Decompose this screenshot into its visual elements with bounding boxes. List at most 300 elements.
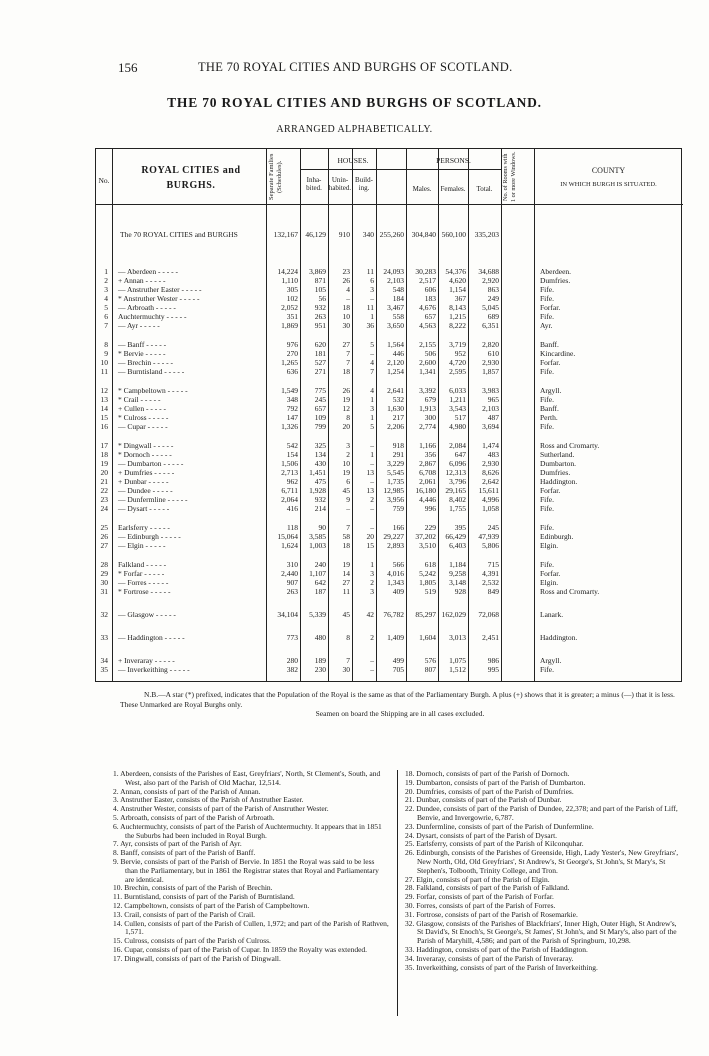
cell-families: 147 — [286, 413, 298, 422]
burgh-name: + Inveraray - - - - - — [118, 656, 175, 665]
cell-m: 166 — [392, 523, 404, 532]
burgh-name: * Forfar - - - - - — [118, 569, 165, 578]
cell-inh: 932 — [314, 303, 326, 312]
cell-m: 3,956 — [387, 495, 404, 504]
cell-f: 2,155 — [419, 340, 436, 349]
cell-m: 1,630 — [387, 404, 404, 413]
cell-families: 773 — [286, 633, 298, 642]
cell-t: 3,148 — [449, 578, 466, 587]
cell-bld: – — [370, 459, 374, 468]
header-persons: PERSONS. — [436, 156, 471, 165]
cell-f: 606 — [424, 285, 436, 294]
parish-note: 3. Anstruther Easter, consists of the Parish of Anstruther Easter. — [113, 795, 304, 805]
cell-m: 4,016 — [387, 569, 404, 578]
total-total: 560,100 — [441, 230, 466, 239]
cell-bld: – — [370, 523, 374, 532]
burgh-name: — Brechin - - - - - — [118, 358, 173, 367]
cell-inh: 951 — [314, 321, 326, 330]
burgh-name: — Banff - - - - - — [118, 340, 167, 349]
cell-bld: 7 — [370, 367, 374, 376]
cell-families: 1,110 — [281, 276, 298, 285]
county-name: Fife. — [540, 395, 554, 404]
cell-f: 2,774 — [419, 422, 436, 431]
cell-t: 8,143 — [449, 303, 466, 312]
cell-inh: 1,107 — [309, 569, 326, 578]
cell-t: 367 — [454, 294, 466, 303]
cell-rooms: 995 — [487, 665, 499, 674]
cell-f: 807 — [424, 665, 436, 674]
cell-inh: 3,585 — [309, 532, 326, 541]
row-number: 14 — [100, 404, 108, 413]
cell-t: 952 — [454, 349, 466, 358]
burgh-name: — Ayr - - - - - — [118, 321, 160, 330]
parish-note: 33. Haddington, consists of part of the Parish of Haddington. — [405, 944, 588, 954]
cell-m: 499 — [392, 656, 404, 665]
cell-m: 1,343 — [387, 578, 404, 587]
cell-m: 184 — [392, 294, 404, 303]
cell-rooms: 2,451 — [482, 633, 499, 642]
cell-bld: 3 — [370, 569, 374, 578]
cell-m: 1,254 — [387, 367, 404, 376]
cell-f: 16,180 — [415, 486, 436, 495]
header-houses: HOUSES. — [337, 156, 369, 165]
county-name: Fife. — [540, 367, 554, 376]
cell-families: 1,549 — [281, 386, 298, 395]
cell-f: 1,913 — [419, 404, 436, 413]
total-inhabited: 46,129 — [305, 230, 326, 239]
parish-note: 4. Anstruther Wester, consists of part of the Parish of Anstruther Wester. — [113, 804, 329, 814]
cell-f: 657 — [424, 312, 436, 321]
cell-unin: 11 — [342, 587, 350, 596]
cell-t: 66,429 — [445, 532, 466, 541]
row-number: 3 — [104, 285, 108, 294]
county-name: Dumbarton. — [540, 459, 577, 468]
cell-t: 647 — [454, 450, 466, 459]
burgh-name: * Crail - - - - - — [118, 395, 161, 404]
header-no: No. — [98, 176, 110, 185]
parish-note: 20. Dumfries, consists of part of the Parish of Dumfries. — [405, 786, 574, 796]
cell-rooms: 34,688 — [478, 267, 499, 276]
cell-t: 3,796 — [449, 477, 466, 486]
cell-unin: 19 — [342, 395, 350, 404]
row-number: 29 — [100, 569, 108, 578]
cell-inh: 932 — [314, 495, 326, 504]
cell-bld: 4 — [370, 358, 374, 367]
cell-inh: 871 — [314, 276, 326, 285]
burgh-name: — Aberdeen - - - - - — [118, 267, 178, 276]
cell-inh: 430 — [314, 459, 326, 468]
cell-f: 4,446 — [419, 495, 436, 504]
cell-families: 976 — [286, 340, 298, 349]
cell-m: 2,206 — [387, 422, 404, 431]
cell-unin: 4 — [346, 285, 350, 294]
total-building: 340 — [362, 230, 374, 239]
cell-families: 2,440 — [281, 569, 298, 578]
cell-inh: 475 — [314, 477, 326, 486]
cell-f: 2,061 — [419, 477, 436, 486]
burgh-name: — Dumbarton - - - - - — [118, 459, 184, 468]
county-name: Sutherland. — [540, 450, 575, 459]
row-number: 13 — [100, 395, 108, 404]
cell-t: 1,154 — [449, 285, 466, 294]
cell-unin: 23 — [342, 267, 350, 276]
parish-note: 28. Falkland, consists of part of the Parish of Falkland. — [405, 883, 570, 893]
cell-f: 2,867 — [419, 459, 436, 468]
cell-m: 5,545 — [387, 468, 404, 477]
row-number: 19 — [100, 459, 108, 468]
cell-families: 2,064 — [281, 495, 298, 504]
cell-inh: 1,451 — [309, 468, 326, 477]
row-number: 16 — [100, 422, 108, 431]
cell-unin: 26 — [342, 386, 350, 395]
parish-note: 31. Fortrose, consists of part of the Parish of Rosemarkie. — [405, 909, 578, 919]
county-name: Forfar. — [540, 303, 561, 312]
county-name: Ayr. — [540, 321, 553, 330]
header-females: Females. — [440, 185, 466, 193]
cell-bld: 5 — [370, 340, 374, 349]
cell-t: 4,720 — [449, 358, 466, 367]
cell-bld: 3 — [370, 587, 374, 596]
burgh-name: * Anstruther Wester - - - - - — [118, 294, 200, 303]
cell-rooms: 715 — [487, 560, 499, 569]
cell-t: 6,403 — [449, 541, 466, 550]
notes-right-column — [405, 770, 682, 972]
parish-note: 22. Dundee, consists of part of the Parish of Dundee, 22,378; and part of the Parish of Liff, Benvie, and Invergowrie, 6,787. — [405, 804, 678, 822]
burgh-name: * Dornoch - - - - - — [118, 450, 172, 459]
cell-t: 9,258 — [449, 569, 466, 578]
cell-families: 1,265 — [281, 358, 298, 367]
cell-t: 1,755 — [449, 504, 466, 513]
cell-bld: 2 — [370, 578, 374, 587]
cell-rooms: 2,103 — [482, 404, 499, 413]
cell-t: 6,033 — [449, 386, 466, 395]
cell-bld: 11 — [366, 267, 374, 276]
cell-t: 3,719 — [449, 340, 466, 349]
cell-inh: 245 — [314, 395, 326, 404]
cell-families: 351 — [286, 312, 298, 321]
cell-t: 8,402 — [449, 495, 466, 504]
county-name: Fife. — [540, 312, 554, 321]
cell-unin: 26 — [342, 276, 350, 285]
cell-inh: 263 — [314, 312, 326, 321]
county-name: Edinburgh. — [540, 532, 574, 541]
cell-bld: 2 — [370, 495, 374, 504]
county-name: Fife. — [540, 523, 554, 532]
cell-m: 3,467 — [387, 303, 404, 312]
cell-bld: 36 — [366, 321, 374, 330]
row-number: 22 — [100, 486, 108, 495]
cell-families: 118 — [287, 523, 298, 532]
cell-inh: 620 — [314, 340, 326, 349]
county-name: Fife. — [540, 422, 554, 431]
cell-inh: 187 — [314, 587, 326, 596]
row-number: 30 — [100, 578, 108, 587]
total-males: 255,260 — [379, 230, 404, 239]
cell-m: 558 — [392, 312, 404, 321]
cell-bld: 11 — [366, 303, 374, 312]
row-number: 9 — [104, 349, 108, 358]
cell-unin: 8 — [346, 413, 350, 422]
cell-t: 4,620 — [449, 276, 466, 285]
county-name: Haddington. — [540, 477, 578, 486]
cell-families: 305 — [286, 285, 298, 294]
cell-inh: 271 — [314, 367, 326, 376]
header-county-line2: IN WHICH BURGH IS SITUATED. — [560, 181, 657, 188]
row-number: 6 — [104, 312, 108, 321]
burgh-name: — Glasgow - - - - - — [118, 610, 176, 619]
parish-note: 6. Auchtermuchty, consists of part of the Parish of Auchtermuchty. It appears that in 1851 the Suburbs had been included in Royal Burgh. — [113, 821, 382, 840]
cell-unin: 58 — [342, 532, 350, 541]
county-name: Elgin. — [540, 541, 559, 550]
cell-bld: – — [370, 294, 374, 303]
cell-inh: 109 — [314, 413, 326, 422]
row-number: 24 — [100, 504, 108, 513]
cell-m: 2,641 — [387, 386, 404, 395]
cell-inh: 56 — [318, 294, 326, 303]
cell-f: 4,563 — [419, 321, 436, 330]
cell-rooms: 849 — [487, 587, 499, 596]
burgh-name: — Dysart - - - - - — [118, 504, 170, 513]
parish-note: 12. Campbeltown, consists of part of the Parish of Campbeltown. — [113, 900, 310, 910]
cell-inh: 642 — [314, 578, 326, 587]
cell-m: 29,227 — [383, 532, 404, 541]
cell-f: 5,242 — [419, 569, 436, 578]
cell-t: 2,084 — [449, 441, 466, 450]
cell-inh: 1,003 — [309, 541, 326, 550]
cell-unin: 45 — [342, 486, 350, 495]
header-building: Build-ing. — [355, 176, 373, 192]
cell-inh: 230 — [314, 665, 326, 674]
parish-note: 2. Annan, consists of part of the Parish of Annan. — [113, 786, 261, 796]
county-name: Haddington. — [540, 633, 578, 642]
running-head: THE 70 ROYAL CITIES AND BURGHS OF SCOTLAND. — [198, 60, 513, 74]
header-name-line2: BURGHS. — [166, 180, 216, 191]
county-name: Fife. — [540, 504, 554, 513]
county-name: Banff. — [540, 404, 559, 413]
cell-rooms: 2,920 — [482, 276, 499, 285]
burgh-name: — Forres - - - - - — [118, 578, 169, 587]
cell-rooms: 483 — [487, 450, 499, 459]
cell-bld: 42 — [366, 610, 374, 619]
county-name: Banff. — [540, 340, 559, 349]
burgh-name: + Dunbar - - - - - — [118, 477, 169, 486]
cell-unin: 18 — [342, 303, 350, 312]
cell-bld: 4 — [370, 386, 374, 395]
cell-f: 506 — [424, 349, 436, 358]
cell-unin: – — [346, 294, 350, 303]
page-title: THE 70 ROYAL CITIES AND BURGHS OF SCOTLAND. — [167, 95, 542, 110]
cell-t: 8,222 — [449, 321, 466, 330]
cell-inh: 105 — [314, 285, 326, 294]
cell-inh: 799 — [314, 422, 326, 431]
burgh-name: — Inverkeithing - - - - - — [118, 665, 190, 674]
parish-note: 25. Earlsferry, consists of part of the Parish of Kilconquhar. — [405, 839, 584, 849]
parish-note: 35. Inverkeithing, consists of part of the Parish of Inverkeithing. — [405, 962, 598, 972]
cell-families: 280 — [286, 656, 298, 665]
cell-m: 291 — [392, 450, 404, 459]
burgh-name: — Elgin - - - - - — [118, 541, 166, 550]
row-number: 5 — [104, 303, 108, 312]
total-rooms: 335,203 — [474, 230, 499, 239]
burgh-parish-notes — [113, 770, 682, 1056]
total-families: 132,167 — [273, 230, 298, 239]
burgh-name: Falkland - - - - - — [118, 560, 167, 569]
cell-m: 409 — [392, 587, 404, 596]
cell-unin: 14 — [342, 569, 350, 578]
cell-t: 12,313 — [445, 468, 466, 477]
cell-f: 1,341 — [419, 367, 436, 376]
cell-rooms: 965 — [487, 395, 499, 404]
notes-left-column — [113, 770, 389, 964]
cell-inh: 189 — [314, 656, 326, 665]
cell-families: 270 — [286, 349, 298, 358]
parish-note: 9. Bervie, consists of part of the Parish of Bervie. In 1851 the Royal was said to be less than the Parliamentary, but in 1861 the Registrar states that Royal and Parliamentary are identical. — [113, 856, 379, 884]
cell-rooms: 5,045 — [482, 303, 499, 312]
cell-f: 996 — [424, 504, 436, 513]
county-name: Elgin. — [540, 578, 559, 587]
cell-families: 15,064 — [277, 532, 298, 541]
cell-families: 542 — [286, 441, 298, 450]
cell-t: 162,029 — [441, 610, 466, 619]
cell-f: 618 — [424, 560, 436, 569]
parish-note: 32. Glasgow, consists of the Parishes of Blackfriars', Inner High, Outer High, St Andrew's, St David's, St Enoch's, St George's, St James', St John's, and St Mary's, also part of the Parish of Maryhill, 4,586; and part of the Parish of Springburn, 10,298. — [405, 918, 677, 946]
burgh-name: * Campbeltown - - - - - — [118, 386, 188, 395]
cell-families: 1,869 — [281, 321, 298, 330]
cell-bld: 1 — [370, 312, 374, 321]
parish-note: 17. Dingwall, consists of part of the Parish of Dingwall. — [113, 953, 281, 963]
cell-rooms: 689 — [487, 312, 499, 321]
cell-families: 348 — [286, 395, 298, 404]
cell-t: 54,376 — [445, 267, 466, 276]
row-number: 17 — [100, 441, 108, 450]
cell-f: 519 — [424, 587, 436, 596]
cell-inh: 527 — [314, 358, 326, 367]
cell-rooms: 2,930 — [482, 459, 499, 468]
county-name: Fife. — [540, 294, 554, 303]
cell-unin: 20 — [342, 422, 350, 431]
cell-m: 2,893 — [387, 541, 404, 550]
cell-unin: 3 — [346, 441, 350, 450]
cell-t: 4,980 — [449, 422, 466, 431]
cell-families: 310 — [286, 560, 298, 569]
cell-rooms: 1,474 — [482, 441, 499, 450]
row-number: 32 — [100, 610, 108, 619]
cell-m: 2,120 — [387, 358, 404, 367]
cell-bld: – — [370, 349, 374, 358]
cell-inh: 480 — [314, 633, 326, 642]
parish-note: 10. Brechin, consists of part of the Parish of Brechin. — [113, 883, 273, 893]
burgh-name: — Haddington - - - - - — [118, 633, 185, 642]
cell-rooms: 3,983 — [482, 386, 499, 395]
parish-note: 24. Dysart, consists of part of the Parish of Dysart. — [405, 830, 558, 840]
page-subtitle: ARRANGED ALPHABETICALLY. — [276, 124, 433, 135]
cell-unin: 19 — [342, 560, 350, 569]
cell-bld: 5 — [370, 422, 374, 431]
cell-f: 2,600 — [419, 358, 436, 367]
cell-unin: 10 — [342, 312, 350, 321]
cell-rooms: 2,642 — [482, 477, 499, 486]
cell-m: 1,735 — [387, 477, 404, 486]
cell-f: 2,517 — [419, 276, 436, 285]
row-number: 27 — [100, 541, 108, 550]
cell-t: 3,543 — [449, 404, 466, 413]
row-number: 15 — [100, 413, 108, 422]
cell-m: 1,564 — [387, 340, 404, 349]
row-number: 31 — [100, 587, 108, 596]
cell-inh: 325 — [314, 441, 326, 450]
county-name: Forfar. — [540, 358, 561, 367]
cell-f: 4,676 — [419, 303, 436, 312]
burgh-name: Auchtermuchty - - - - - — [118, 312, 187, 321]
row-number: 10 — [100, 358, 108, 367]
cell-unin: 18 — [342, 541, 350, 550]
header-rooms: No. of Rooms with 1 or more Windows. — [502, 151, 517, 203]
cell-bld: 3 — [370, 404, 374, 413]
cell-rooms: 8,626 — [482, 468, 499, 477]
cell-bld: – — [370, 665, 374, 674]
cell-m: 532 — [392, 395, 404, 404]
parish-note: 29. Forfar, consists of part of the Parish of Forfar. — [405, 892, 554, 902]
cell-bld: – — [370, 477, 374, 486]
cell-unin: 2 — [346, 450, 350, 459]
cell-t: 1,211 — [449, 395, 466, 404]
cell-families: 907 — [286, 578, 298, 587]
cell-m: 446 — [392, 349, 404, 358]
cell-f: 37,202 — [415, 532, 436, 541]
burgh-name: — Arbroath - - - - - — [118, 303, 176, 312]
cell-bld: – — [370, 656, 374, 665]
cell-m: 2,103 — [387, 276, 404, 285]
parish-note: 7. Ayr, consists of part of the Parish of Ayr. — [113, 839, 242, 849]
cell-families: 416 — [286, 504, 298, 513]
county-name: Argyll. — [540, 656, 562, 665]
cell-families: 1,326 — [281, 422, 298, 431]
row-number: 12 — [100, 386, 108, 395]
burgh-name: * Bervie - - - - - — [118, 349, 166, 358]
cell-f: 300 — [424, 413, 436, 422]
row-number: 25 — [100, 523, 108, 532]
cell-f: 229 — [424, 523, 436, 532]
cell-inh: 5,339 — [309, 610, 326, 619]
row-number: 28 — [100, 560, 108, 569]
cell-f: 1,166 — [419, 441, 436, 450]
county-name: Fife. — [540, 285, 554, 294]
row-number: 35 — [100, 665, 108, 674]
header-total: Total. — [476, 185, 493, 193]
cell-inh: 134 — [314, 450, 326, 459]
burgh-name: — Edinburgh - - - - - — [118, 532, 181, 541]
cell-families: 1,624 — [281, 541, 298, 550]
cell-f: 1,805 — [419, 578, 436, 587]
footnote — [120, 690, 680, 719]
header-males: Males. — [412, 185, 432, 193]
footnote-line1: N.B.—A star (*) prefixed, indicates that the Population of the Royal is the same as that of the Parliamentary Burgh. A plus (+) shows that it is greater; a minus (—) that it is less. These Unmarked are Royal Burghs only. — [120, 690, 675, 709]
burgh-name: + Annan - - - - - — [118, 276, 166, 285]
cell-rooms: 72,068 — [478, 610, 499, 619]
cell-f: 356 — [424, 450, 436, 459]
burgh-name: * Dingwall - - - - - — [118, 441, 174, 450]
census-table — [95, 148, 682, 682]
county-name: Ross and Cromarty. — [540, 587, 600, 596]
cell-bld: 15 — [366, 541, 374, 550]
burgh-name: — Cupar - - - - - — [118, 422, 168, 431]
cell-rooms: 863 — [487, 285, 499, 294]
cell-unin: 6 — [346, 477, 350, 486]
cell-unin: 27 — [342, 578, 350, 587]
parish-note: 11. Burntisland, consists of part of the Parish of Burntisland. — [113, 892, 295, 902]
cell-f: 3,392 — [419, 386, 436, 395]
cell-t: 395 — [454, 523, 466, 532]
